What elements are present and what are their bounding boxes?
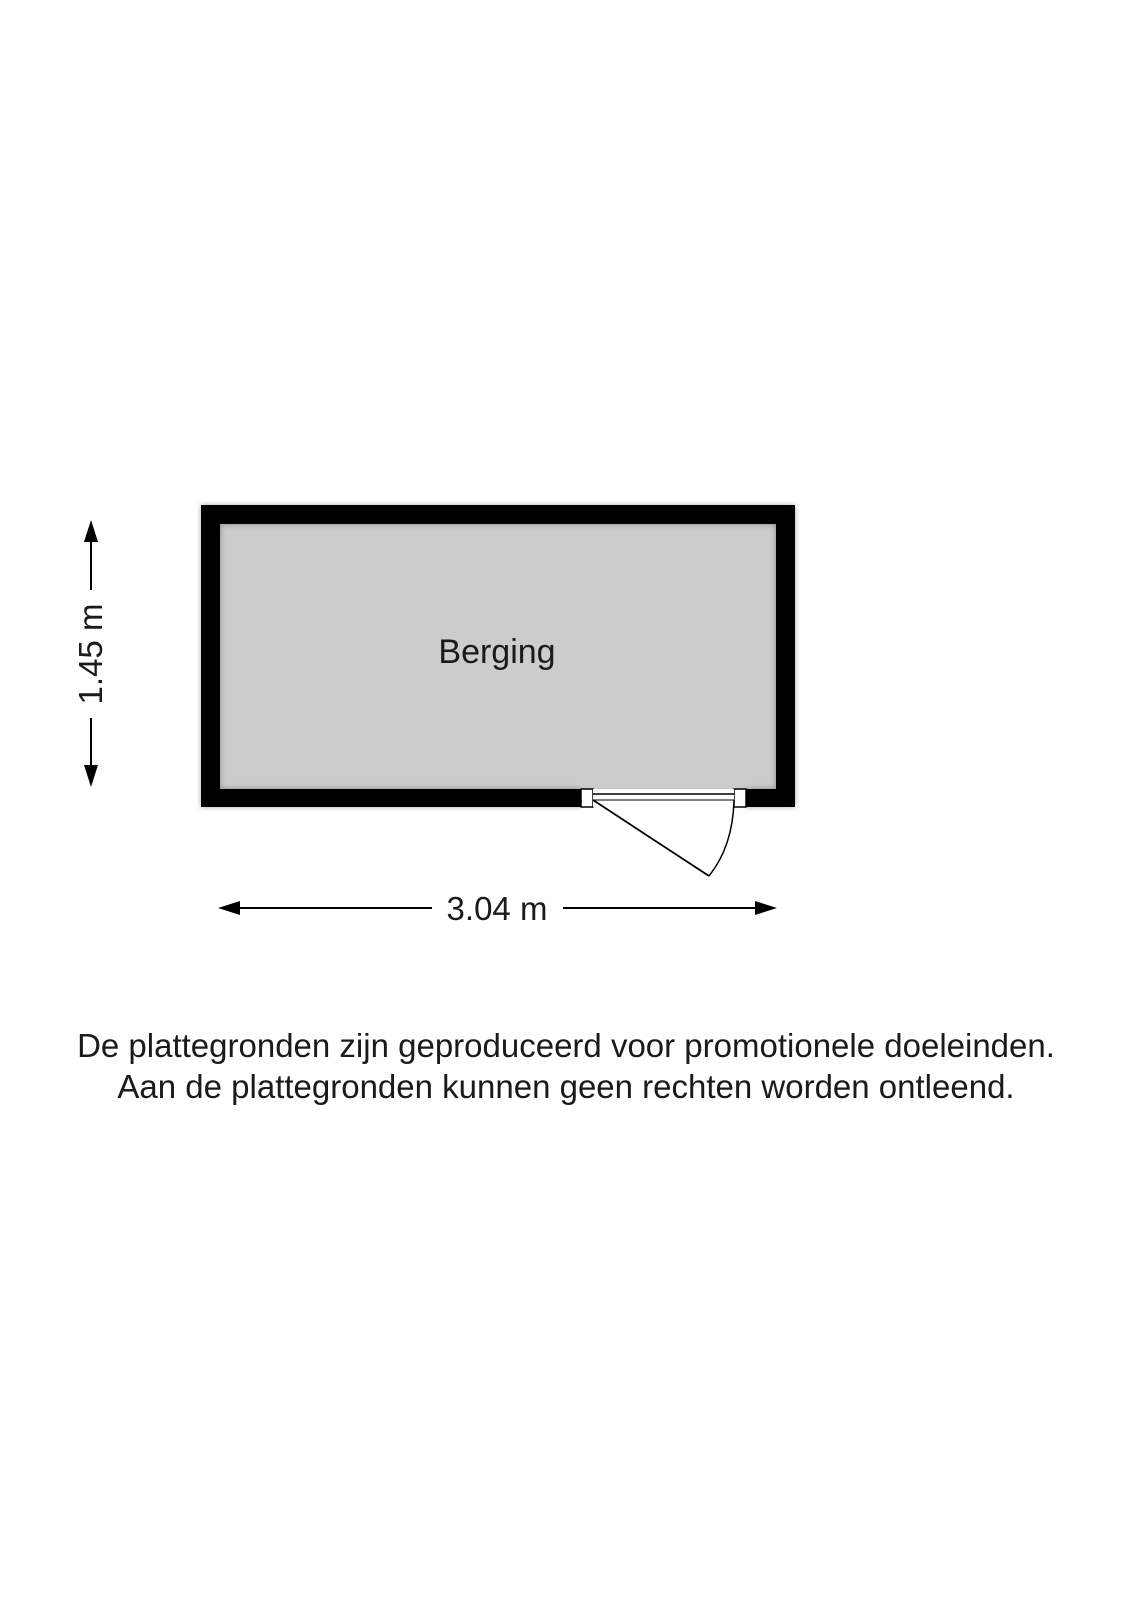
- height-label: 1.45 m: [72, 603, 109, 705]
- disclaimer-line-2: Aan de plattegronden kunnen geen rechten worden ontleend.: [117, 1068, 1015, 1105]
- door-swing-arc: [709, 800, 734, 876]
- width-arrow-left-icon: [218, 901, 240, 915]
- disclaimer-text: [0, 1025, 1132, 1107]
- door-swing-icon: [581, 789, 746, 876]
- wall-top: [201, 505, 795, 524]
- wall-left: [201, 505, 220, 807]
- width-arrow-right-icon: [755, 901, 777, 915]
- room-label: Berging: [438, 633, 556, 671]
- wall-bottom-left: [201, 789, 581, 807]
- wall-bottom-right: [746, 789, 795, 807]
- door-threshold: [593, 789, 734, 807]
- door-jamb-left: [581, 789, 593, 807]
- door-leaf: [593, 800, 709, 876]
- height-arrow-bottom-icon: [84, 765, 98, 787]
- height-arrow-top-icon: [84, 520, 98, 542]
- door-jamb-right: [734, 789, 746, 807]
- height-dimension: [72, 520, 109, 787]
- disclaimer-line-1: De plattegronden zijn geproduceerd voor promotionele doeleinden.: [77, 1027, 1055, 1064]
- width-label: 3.04 m: [446, 890, 548, 927]
- wall-right: [776, 505, 795, 807]
- width-dimension: [218, 890, 777, 927]
